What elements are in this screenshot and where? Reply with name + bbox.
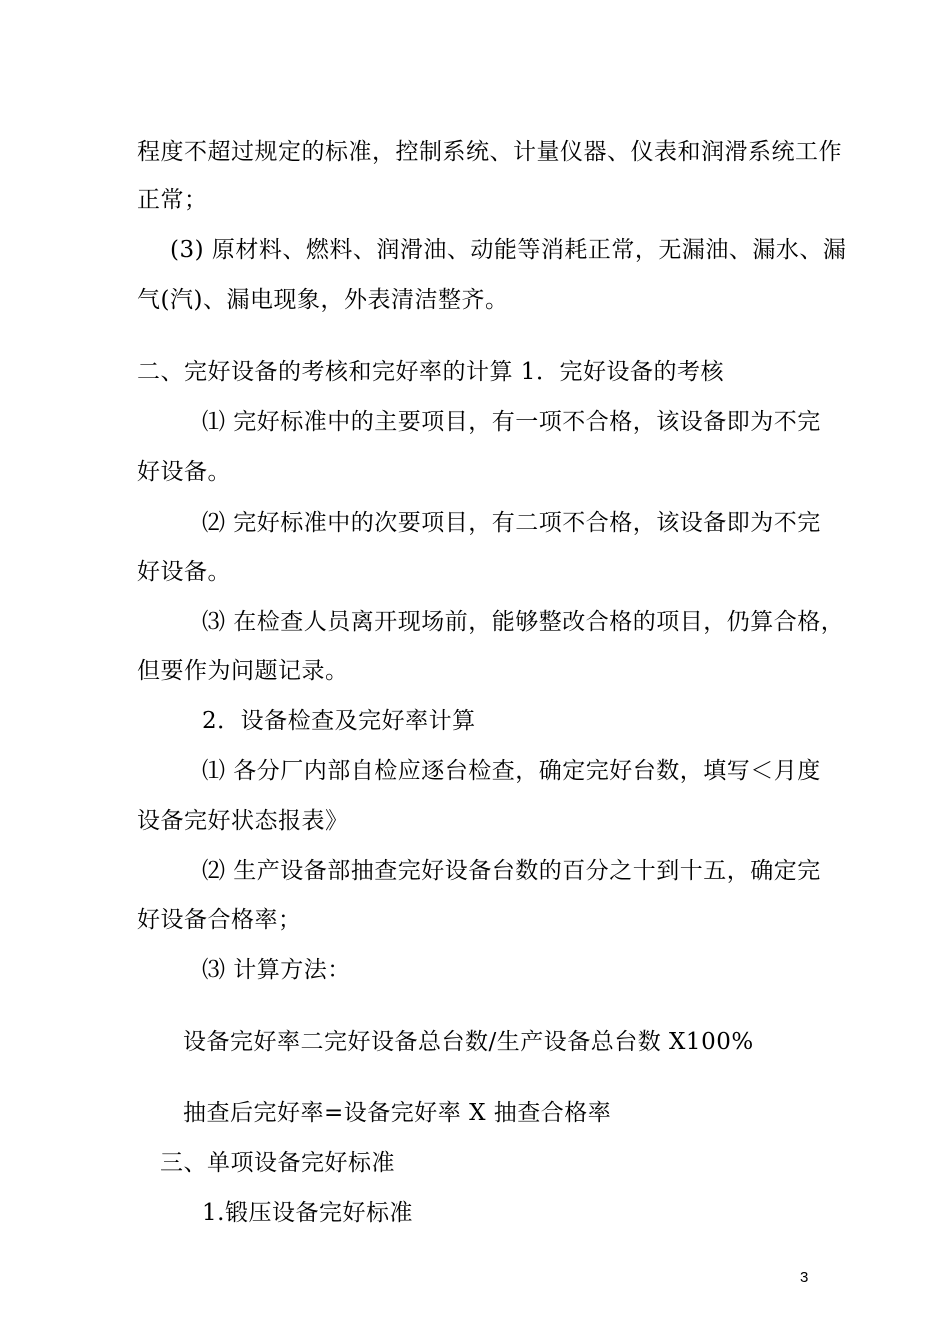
formula-line: 抽查后完好率=设备完好率 X 抽查合格率 <box>183 1100 612 1126</box>
list-item-line: ⑵ 完好标准中的次要项目，有二项不合格，该设备即为不完 <box>202 510 821 536</box>
paragraph-line: 气(汽)、漏电现象，外表清洁整齐。 <box>137 287 509 313</box>
subsection-heading: 2．设备检查及完好率计算 <box>202 708 476 734</box>
paragraph-line: 正常； <box>137 187 208 213</box>
paragraph-line: 好设备。 <box>137 459 231 485</box>
list-item-line: ⑶ 计算方法： <box>202 957 351 983</box>
paragraph-line: 好设备。 <box>137 559 231 585</box>
section-heading: 二、完好设备的考核和完好率的计算 1．完好设备的考核 <box>137 359 724 385</box>
subsection-heading: 1.锻压设备完好标准 <box>202 1200 413 1226</box>
paragraph-line: 程度不超过规定的标准，控制系统、计量仪器、仪表和润滑系统工作 <box>137 139 842 165</box>
paragraph-line: 好设备合格率； <box>137 907 302 933</box>
paragraph-line: 设备完好状态报表》 <box>137 808 349 834</box>
list-item-line: ⑴ 各分厂内部自检应逐台检查，确定完好台数，填写＜月度 <box>202 758 821 784</box>
list-item-line: ⑴ 完好标准中的主要项目，有一项不合格，该设备即为不完 <box>202 409 821 435</box>
list-item-line: (3) 原材料、燃料、润滑油、动能等消耗正常，无漏油、漏水、漏 <box>170 237 847 263</box>
page-number: 3 <box>800 1269 809 1286</box>
paragraph-line: 但要作为问题记录。 <box>137 658 349 684</box>
formula-line: 设备完好率二完好设备总台数/生产设备总台数 X100% <box>183 1029 754 1055</box>
list-item-line: ⑵ 生产设备部抽查完好设备台数的百分之十到十五，确定完 <box>202 858 821 884</box>
section-heading: 三、单项设备完好标准 <box>160 1150 395 1176</box>
list-item-line: ⑶ 在检查人员离开现场前，能够整改合格的项目，仍算合格， <box>202 609 845 635</box>
